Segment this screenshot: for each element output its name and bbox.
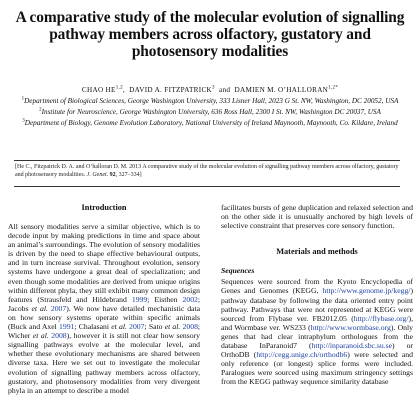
citation-link[interactable]: 1991 (59, 322, 75, 332)
affiliation (14, 119, 406, 128)
citation-link[interactable]: 1999 (131, 294, 148, 304)
citation-etal: et al. (164, 322, 181, 332)
url-link-inparanoid[interactable]: http://inparanoid.sbc.su.se (311, 341, 393, 351)
citation-etal: et al. (31, 303, 48, 313)
body-text: ) pathway database by following the data oriented entry point pathway. Pathways that were not represented at KEGG were sourced from Flybase ver. FB2012.05 ( (221, 286, 413, 323)
affiliation-mark: 2 (39, 107, 42, 113)
affiliation (14, 108, 406, 117)
citation-link[interactable]: 2007 (129, 322, 145, 332)
author-list: CHAO HE$^{1,2}$, DAVID A. FITZPATRICK$^3$ and DAMIEN M. $O’HALLORAN^{1,2*}$ (81, 85, 339, 94)
url-link-wormbase[interactable]: http://www.wormbase.org (310, 322, 391, 332)
methods-heading: Materials and methods (276, 247, 358, 257)
affiliation-text: Department of Biology, Genome Evolution Laboratory, National University of Ireland Maynooth, Maynooth, Co. Kildare, Ireland (24, 118, 398, 127)
citation-volume: 92 (109, 172, 116, 178)
author-name: DAVID A. FITZPATRICK (129, 86, 213, 94)
body-text: ; Sato (144, 322, 163, 332)
author-affiliation-mark: 1,2* (328, 85, 339, 91)
body-text: ; Wicher (8, 322, 201, 341)
body-text: All sensory modalities serve a similar objective, which is to decode input by making predictions in time and space about an animal’s surroundings. The evolution of sensory modalities is driven by the need to shape effective behavioural outputs, and in turn increase survival. Throughout evolution, sensory systems have undergone a great deal of specialization; and even though some modalities are derived from unique origins within different phyla, they still exhibit many common design features (Strausfeld and Hildebrand (8, 222, 200, 304)
affiliation-mark: 3 (22, 118, 25, 124)
right-column (221, 203, 413, 387)
citation-link[interactable]: 2007 (50, 303, 67, 313)
body-text: ; Eisthen (147, 294, 178, 304)
sequences-subheading: Sequences (221, 266, 255, 276)
citation-pages: , 327–334] (115, 172, 142, 178)
citation-link[interactable]: 2002 (182, 294, 198, 304)
affiliation-text: Institute for Neuroscience, George Washington University, 636 Ross Hall, 2300 I St. NW, Washington DC 20037, USA (41, 107, 381, 116)
url-link-flybase[interactable]: http://flybase.org/ (353, 313, 409, 323)
author-affiliation-mark: 1,2 (115, 85, 123, 91)
affiliation-list (14, 97, 406, 129)
citation-text: [He C., Fitzpatrick D. A. and O’halloran D. M. 2013 A comparative study of the molecular evolution of signalling pathway members across olfactory, gustatory and photosensory modalities. (15, 164, 399, 178)
body-text: ), however it is still not clear how sensory signalling pathways evolve at the molecular level, and whether these evolutionary mechanisms are shared between diverse taxa. Here we set out to investigate the molecular evolution of signalling pathway members across olfactory, gustatory, and photosensory modalities from very divergent phyla in an attempt to describe a model (8, 331, 200, 395)
affiliation (14, 97, 406, 106)
section-gap (221, 230, 413, 247)
citation-link[interactable]: 2008 (182, 322, 198, 332)
author-name: DAMIEN M. O’HALLORAN (234, 86, 329, 94)
author-affiliation-mark: 3 (212, 85, 215, 91)
continued-paragraph: facilitates bursts of gene duplication and relaxed selection and on the other side it is unusually anchored by high levels of selective constraint that preserves core sensory function. (221, 203, 413, 231)
sequences-paragraph (221, 277, 413, 386)
body-text: ) or OrthoDB ( (221, 341, 413, 360)
citation-journal: J. Genet. (86, 172, 109, 178)
url-link-kegg[interactable]: http://www.genome.jp/kegg/ (322, 286, 411, 296)
citation-box (14, 160, 400, 187)
body-text: ; Jacobs (8, 294, 201, 313)
url-link-orthodb[interactable]: http://cegg.unige.ch/orthodb6 (256, 350, 348, 360)
body-text: ) were selected and only reference (or longest) splice forms were included. Paralogues were sourced using maximum stringency settings from the KEGG pathway sequence similarity database (221, 350, 413, 387)
citation-etal: et al. (111, 322, 127, 332)
affiliation-text: Department of Biological Sciences, George Washington University, 333 Lisner Hall, 2023 G St. NW, Washington, DC 20052, USA (24, 97, 399, 105)
body-text: Sequences were sourced from the Kyoto Encyclopedia of Genes and Genomes (KEGG, (221, 277, 413, 296)
body-text: ), and Wormbase ver. WS233 ( (221, 313, 413, 332)
author-name: CHAO HE (81, 86, 116, 94)
left-column (8, 203, 200, 395)
body-text: ). We now have detailed mechanistic data on how sensory systems operate within specific animals (Buck and Axel (8, 303, 201, 332)
paper-title: A comparative study of the molecular evolution of signalling pathway members across olfactory, gustatory and photosensory modalities (15, 9, 405, 60)
citation-link[interactable]: 2008 (51, 331, 67, 341)
affiliation-mark: 1 (21, 96, 25, 102)
body-text: ). Only genes that had clear intraphylum orthologues from the database InParanoid7 ( (221, 322, 413, 351)
citation-etal: et al. (32, 331, 49, 341)
introduction-heading: Introduction (81, 203, 127, 212)
introduction-paragraph (8, 222, 200, 395)
body-text: ; Chalasani (74, 322, 110, 332)
